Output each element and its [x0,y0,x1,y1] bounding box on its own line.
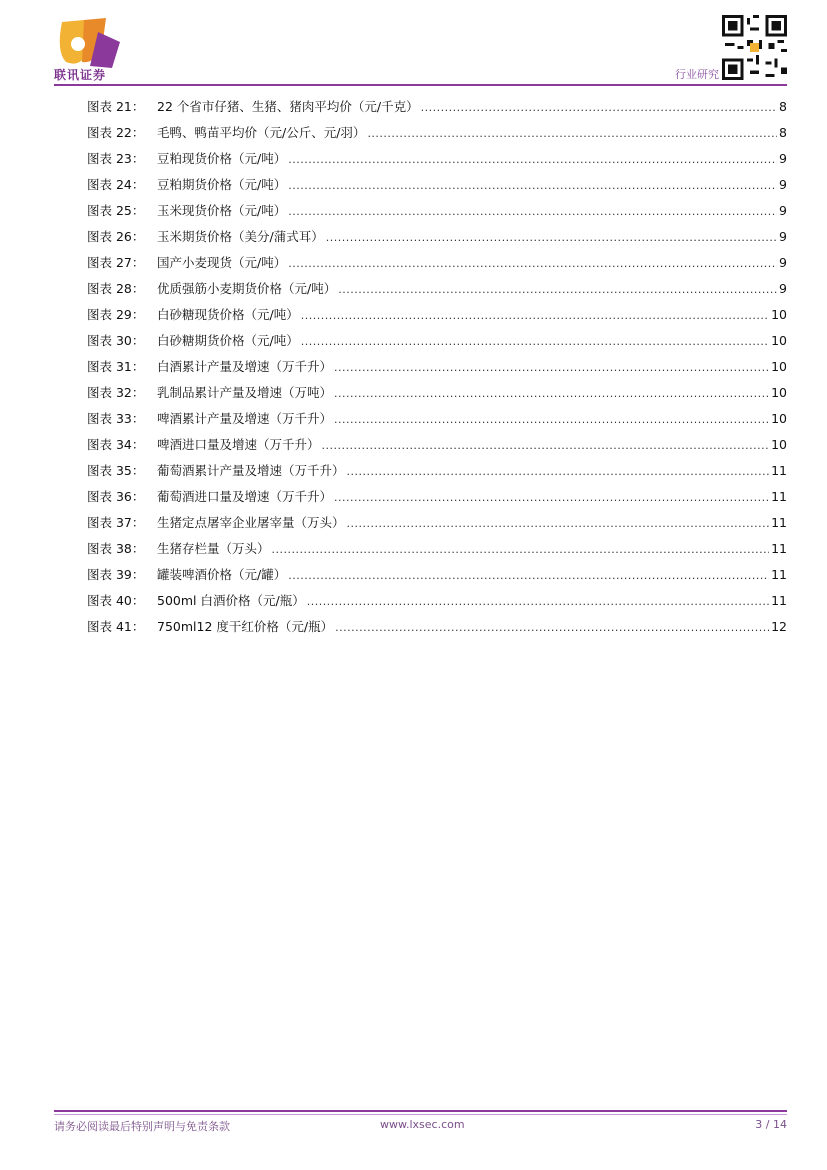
toc-entry[interactable] [87,614,787,640]
toc-label: 图表 41： [87,619,145,634]
toc-leader [288,251,777,277]
toc-label: 图表 40： [87,593,145,608]
toc-page: 11 [771,515,787,530]
toc-label: 图表 23： [87,151,145,166]
toc-title: 葡萄酒进口量及增速（万千升） [157,489,333,504]
toc-label: 图表 25： [87,203,145,218]
toc-page: 9 [779,177,787,192]
toc-entry[interactable] [87,302,787,328]
toc-page: 9 [779,151,787,166]
toc-leader [334,381,769,407]
toc-leader [288,199,777,225]
toc-entry[interactable] [87,198,787,224]
toc-title: 优质强筋小麦期货价格（元/吨） [157,281,337,296]
toc-label: 图表 38： [87,541,145,556]
toc-page: 10 [771,307,787,322]
toc-label: 图表 37： [87,515,145,530]
toc-title: 22 个省市仔猪、生猪、猪肉平均价（元/千克） [157,99,419,114]
toc-leader [347,511,770,537]
page-number: 3 / 14 [755,1118,787,1131]
toc-title: 啤酒累计产量及增速（万千升） [157,411,333,426]
toc-page: 11 [771,489,787,504]
toc-title: 啤酒进口量及增速（万千升） [157,437,320,452]
toc-leader [307,589,769,615]
toc-title: 毛鸭、鸭苗平均价（元/公斤、元/羽） [157,125,366,140]
toc-page: 8 [779,99,787,114]
toc-entry[interactable] [87,458,787,484]
toc-entry[interactable] [87,276,787,302]
toc-leader [322,433,770,459]
toc-page: 10 [771,437,787,452]
toc-entry[interactable] [87,406,787,432]
toc-title: 豆粕现货价格（元/吨） [157,151,287,166]
logo-text: 联讯证券 [54,68,107,82]
toc-leader [334,407,769,433]
toc-label: 图表 34： [87,437,145,452]
toc-entry[interactable] [87,120,787,146]
footer-rule [54,1110,787,1112]
toc-label: 图表 33： [87,411,145,426]
toc-entry[interactable] [87,354,787,380]
toc-label: 图表 21： [87,99,145,114]
toc-leader [335,615,769,641]
toc-page: 11 [771,463,787,478]
toc-title: 750ml12 度干红价格（元/瓶） [157,619,334,634]
toc-label: 图表 22： [87,125,145,140]
toc-leader [334,485,769,511]
toc-title: 罐装啤酒价格（元/罐） [157,567,287,582]
toc-label: 图表 35： [87,463,145,478]
toc-page: 9 [779,255,787,270]
chart-index-list [87,94,787,640]
toc-page: 9 [779,203,787,218]
toc-leader [338,277,777,303]
toc-label: 图表 26： [87,229,145,244]
toc-leader [367,121,777,147]
toc-label: 图表 29： [87,307,145,322]
toc-label: 图表 27： [87,255,145,270]
toc-leader [301,303,769,329]
toc-title: 生猪存栏量（万头） [157,541,270,556]
toc-page: 10 [771,333,787,348]
toc-page: 11 [771,541,787,556]
toc-entry[interactable] [87,484,787,510]
toc-entry[interactable] [87,510,787,536]
toc-entry[interactable] [87,562,787,588]
toc-page: 10 [771,411,787,426]
toc-label: 图表 39： [87,567,145,582]
header-rule [54,84,787,86]
toc-leader [334,355,769,381]
toc-label: 图表 36： [87,489,145,504]
toc-page: 8 [779,125,787,140]
toc-title: 玉米期货价格（美分/蒲式耳） [157,229,324,244]
toc-leader [326,225,777,251]
toc-leader [421,95,777,121]
toc-leader [272,537,770,563]
toc-entry[interactable] [87,172,787,198]
toc-entry[interactable] [87,432,787,458]
toc-entry[interactable] [87,536,787,562]
toc-entry[interactable] [87,250,787,276]
toc-leader [288,173,777,199]
qr-code [722,15,787,80]
toc-page: 10 [771,359,787,374]
toc-page: 11 [771,567,787,582]
toc-page: 9 [779,281,787,296]
toc-title: 乳制品累计产量及增速（万吨） [157,385,333,400]
toc-label: 图表 32： [87,385,145,400]
toc-title: 生猪定点屠宰企业屠宰量（万头） [157,515,345,530]
footer-rule-thin [54,1114,787,1115]
toc-leader [288,147,777,173]
toc-title: 白砂糖现货价格（元/吨） [157,307,299,322]
toc-leader [301,329,769,355]
toc-title: 白酒累计产量及增速（万千升） [157,359,333,374]
section-label: 行业研究 [675,68,719,81]
toc-title: 葡萄酒累计产量及增速（万千升） [157,463,345,478]
toc-title: 豆粕期货价格（元/吨） [157,177,287,192]
toc-entry[interactable] [87,328,787,354]
disclaimer-link[interactable]: 请务必阅读最后特别声明与免责条款 [54,1120,230,1133]
website-link[interactable]: www.lxsec.com [380,1118,465,1131]
toc-entry[interactable] [87,146,787,172]
toc-label: 图表 28： [87,281,145,296]
toc-entry[interactable] [87,588,787,614]
toc-entry[interactable] [87,94,787,120]
toc-leader [288,563,769,589]
toc-entry[interactable] [87,380,787,406]
toc-entry[interactable] [87,224,787,250]
toc-page: 11 [771,593,787,608]
toc-page: 9 [779,229,787,244]
toc-label: 图表 24： [87,177,145,192]
toc-title: 玉米现货价格（元/吨） [157,203,287,218]
toc-page: 12 [771,619,787,634]
toc-title: 白砂糖期货价格（元/吨） [157,333,299,348]
toc-title: 国产小麦现货（元/吨） [157,255,287,270]
toc-title: 500ml 白酒价格（元/瓶） [157,593,305,608]
toc-leader [347,459,770,485]
toc-label: 图表 30： [87,333,145,348]
toc-label: 图表 31： [87,359,145,374]
toc-page: 10 [771,385,787,400]
